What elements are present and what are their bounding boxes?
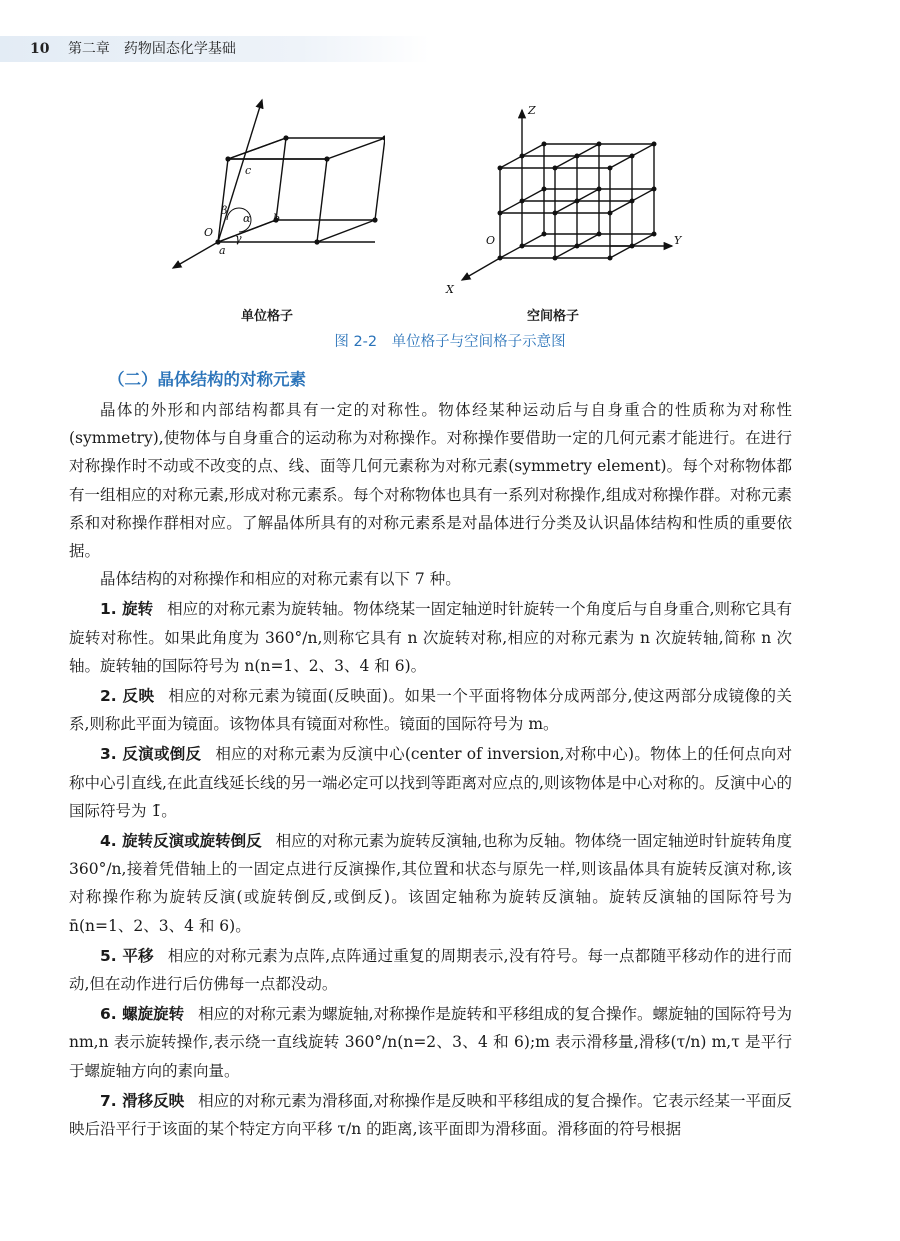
item-title: 1. 旋转 [100,600,154,619]
list-item [69,740,792,825]
item-title: 7. 滑移反映 [100,1091,185,1110]
label-a: a [219,244,226,257]
running-header [30,38,236,58]
item-text: 相应的对称元素为滑移面,对称操作是反映和平移组成的复合操作。它表示经某一平面反映后沿平行于该面的某个特定方向平移 τ/n 的距离,该平面即为滑移面。滑移面的符号根据 [69,1091,793,1139]
item-text: 相应的对称元素为反演中心(center of inversion,对称中心)。物体上的任何点向对称中心引直线,在此直线延长线的另一端必定可以找到等距离对应点的,则该物体是中心对称的。反演中心的国际符号为 1̄。 [69,745,792,820]
page-number: 10 [30,41,50,57]
label-x: X [446,283,454,296]
list-item [69,1000,792,1085]
label-c: c [245,164,252,177]
space-lattice-figure [440,98,690,298]
item-title: 6. 螺旋旋转 [100,1005,185,1024]
paragraph: 晶体结构的对称操作和相应的对称元素有以下 7 种。 [100,570,461,589]
label-o: O [486,234,496,247]
list-item [69,1087,792,1143]
body-text [69,396,792,1143]
section-heading: （二）晶体结构的对称元素 [108,370,306,389]
item-title: 3. 反演或倒反 [100,745,202,764]
label-beta: β [221,204,228,217]
label-gamma: γ [235,232,242,245]
space-lattice-label: 空间格子 [527,309,580,324]
label-z: Z [528,104,536,117]
item-text: 相应的对称元素为螺旋轴,对称操作是旋转和平移组成的复合操作。螺旋轴的国际符号为 nm,n 表示旋转操作,表示绕一直线旋转 360°/n(n=2、3、4 和 6);m 表示滑移量,滑移(τ/n) m,τ 是平行于螺旋轴方向的素向量。 [69,1005,793,1080]
item-text: 相应的对称元素为镜面(反映面)。如果一个平面将物体分成两部分,使这两部分成镜像的关系,则称此平面为镜面。该物体具有镜面对称性。镜面的国际符号为 m。 [69,687,792,734]
list-item [69,595,792,680]
item-title: 2. 反映 [100,687,155,706]
list-item [69,682,792,738]
item-title: 4. 旋转反演或旋转倒反 [100,832,262,851]
figure-caption: 图 2-2 单位格子与空间格子示意图 [334,334,566,350]
item-text: 相应的对称元素为旋转反演轴,也称为反轴。物体绕一固定轴逆时针旋转角度 360°/n,接着凭借轴上的一固定点进行反演操作,其位置和状态与原先一样,则该晶体具有旋转反演对称,该对称操作称为旋转反演(或旋转倒反,或倒反)。该固定轴称为旋转反演轴。旋转反演轴的国际符号为 n̄(n=1、2、3、4 和 6)。 [69,832,793,935]
paragraph: 晶体的外形和内部结构都具有一定的对称性。物体经某种运动后与自身重合的性质称为对称性(symmetry),使物体与自身重合的运动称为对称操作。对称操作要借助一定的几何元素才能进行。在进行对称操作时不动或不改变的点、线、面等几何元素称为对称元素(symmetry element)。每个对称物体都有一组相应的对称元素,形成对称元素系。每个对称物体也具有一系列对称操作,组成对称操作群。对称元素系和对称操作群相对应。了解晶体所具有的对称元素系是对晶体进行分类及认识晶体结构和性质的重要依据。 [69,401,792,561]
list-item [69,942,792,998]
item-text: 相应的对称元素为点阵,点阵通过重复的周期表示,没有符号。每一点都随平移动作的进行而动,但在动作进行后仿佛每一点都没动。 [69,946,792,994]
chapter-title: 第二章 药物固态化学基础 [67,41,236,57]
unit-cell-label: 单位格子 [241,309,294,324]
label-origin: O [204,226,214,239]
list-item [69,827,792,940]
unit-cell-figure [165,98,385,278]
item-title: 5. 平移 [100,946,154,965]
label-alpha: α [243,212,251,225]
label-b: b [273,212,281,225]
label-y: Y [674,234,682,247]
item-text: 相应的对称元素为旋转轴。物体绕某一固定轴逆时针旋转一个角度后与自身重合,则称它具有旋转对称性。如果此角度为 360°/n,则称它具有 n 次旋转对称,相应的对称元素为 n 次旋转轴,简称 n 次轴。旋转轴的国际符号为 n(n=1、2、3、4 和 6)。 [69,600,793,675]
